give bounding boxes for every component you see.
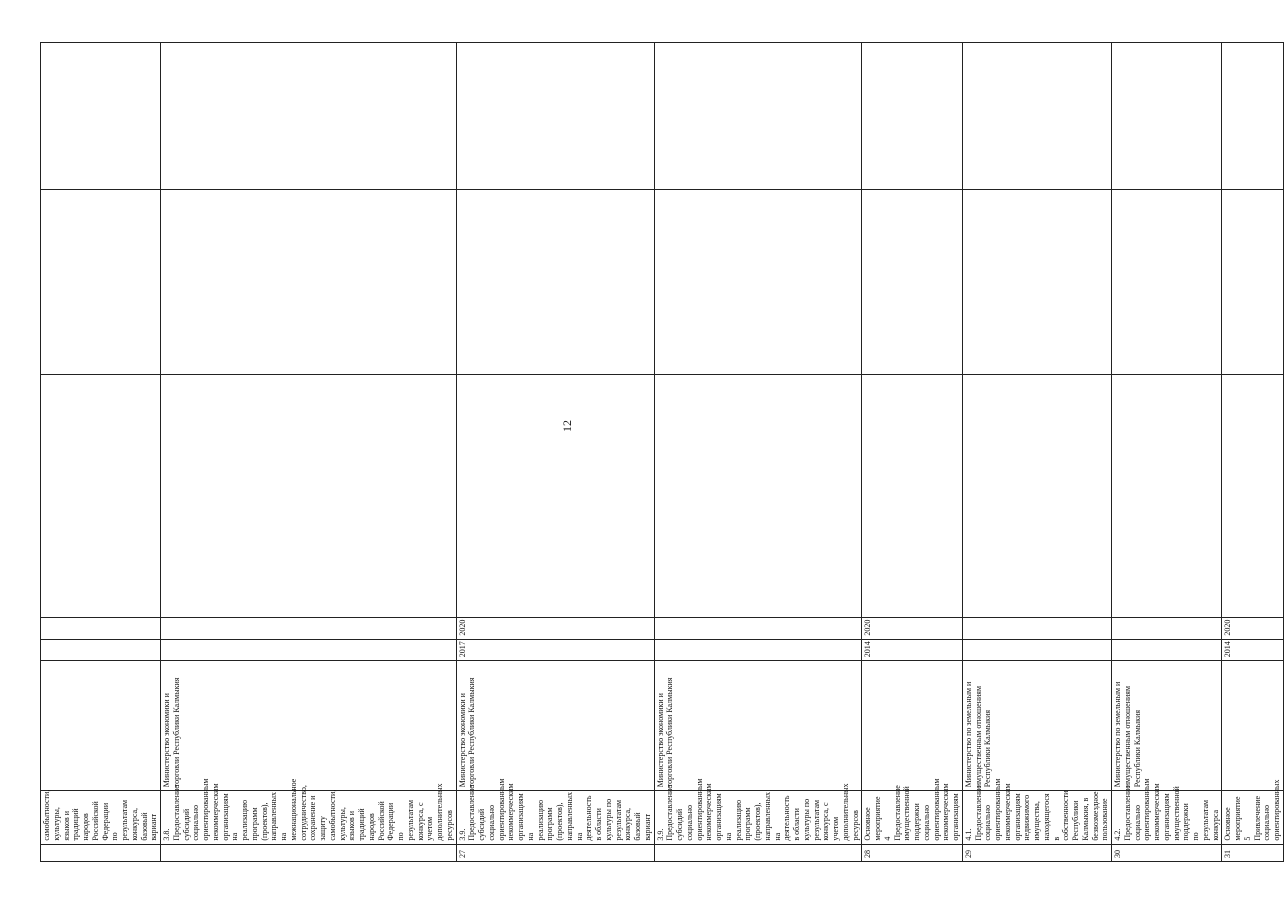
result-cell <box>862 375 963 618</box>
measure-name-cell: 3.9. Предоставление субсидий социально ориентированным некоммерческим организациям на реализацию программ (проектов), направленных на деятельность в области культуры по результатам конкурса, базовый вариант <box>456 791 654 844</box>
consequences-cell <box>456 190 654 375</box>
table-row <box>456 43 654 862</box>
consequences-cell <box>161 190 457 375</box>
indicator-link-cell <box>1222 43 1284 190</box>
result-cell <box>1222 375 1284 618</box>
table-row <box>1112 43 1222 862</box>
measure-name-cell: Основное мероприятие 5 Привлечение социально ориентированных <box>1222 791 1284 844</box>
end-year-cell: 2020 <box>456 617 654 639</box>
row-number-cell <box>41 844 161 861</box>
executor-cell: Министерство по земельным и имущественным отношениям Республики Калмыкия <box>1112 661 1222 791</box>
table-row <box>41 43 161 862</box>
end-year-cell: 2020 <box>862 617 963 639</box>
start-year-cell: 2014 <box>862 639 963 661</box>
row-number-cell: 28 <box>862 844 963 861</box>
indicator-link-cell <box>862 43 963 190</box>
measure-name-cell: самобытности, культуры, языков и традиций народов Российской Федерации по результатам конкурса, базовый вариант <box>41 791 161 844</box>
start-year-cell <box>654 639 862 661</box>
consequences-cell <box>1222 190 1284 375</box>
indicator-link-cell <box>161 43 457 190</box>
end-year-cell <box>962 617 1111 639</box>
consequences-cell <box>41 190 161 375</box>
measure-name-cell: 4.1. Предоставление социально ориентированным некоммерческим организациям недвижимого имущества, находящегося в собственности Республики Калмыкия, в безвозмездное пользование <box>962 791 1111 844</box>
executor-cell <box>1222 661 1284 791</box>
consequences-cell <box>962 190 1111 375</box>
indicator-link-cell <box>654 43 862 190</box>
row-number-cell: 31 <box>1222 844 1284 861</box>
indicator-link-cell <box>1112 43 1222 190</box>
executor-cell: Министерство экономики и торговли Республики Калмыкия <box>456 661 654 791</box>
table-row <box>862 43 963 862</box>
row-number-cell: 30 <box>1112 844 1222 861</box>
measure-name-cell: Основное мероприятие 4 Предоставление имущественной поддержки социально ориентированным некоммерческим организациям <box>862 791 963 844</box>
result-cell <box>962 375 1111 618</box>
consequences-cell <box>862 190 963 375</box>
table-row <box>962 43 1111 862</box>
start-year-cell <box>962 639 1111 661</box>
end-year-cell <box>161 617 457 639</box>
consequences-cell <box>1112 190 1222 375</box>
measure-name-cell: 4.2. Предоставление социально ориентированным некоммерческим организациям имущественной поддержки по результатам конкурса <box>1112 791 1222 844</box>
executor-cell: Министерство экономики и торговли Республики Калмыкия <box>161 661 457 791</box>
end-year-cell <box>1112 617 1222 639</box>
end-year-cell <box>41 617 161 639</box>
result-cell <box>654 375 862 618</box>
result-cell <box>161 375 457 618</box>
row-number-cell <box>654 844 862 861</box>
executor-cell: Министерство по земельным и имущественным отношениям Республики Калмыкия <box>962 661 1111 791</box>
end-year-cell <box>654 617 862 639</box>
start-year-cell <box>161 639 457 661</box>
result-cell <box>456 375 654 618</box>
result-cell <box>41 375 161 618</box>
indicator-link-cell <box>962 43 1111 190</box>
end-year-cell: 2020 <box>1222 617 1284 639</box>
indicator-link-cell <box>456 43 654 190</box>
start-year-cell: 2017 <box>456 639 654 661</box>
measure-name-cell: 3.9. Предоставление субсидий социально ориентированным некоммерческим организациям на реализацию программ (проектов), направленных на деятельность в области культуры по результатам конкурса, с учетом дополнительных ресурсов <box>654 791 862 844</box>
row-number-cell <box>161 844 457 861</box>
table-row <box>1222 43 1284 862</box>
start-year-cell <box>41 639 161 661</box>
executor-cell: Министерство экономики и торговли Республики Калмыкия <box>654 661 862 791</box>
row-number-cell: 27 <box>456 844 654 861</box>
page-number: 12 <box>560 420 574 432</box>
consequences-cell <box>654 190 862 375</box>
row-number-cell: 29 <box>962 844 1111 861</box>
start-year-cell: 2014 <box>1222 639 1284 661</box>
executor-cell <box>41 661 161 791</box>
start-year-cell <box>1112 639 1222 661</box>
executor-cell <box>862 661 963 791</box>
indicator-link-cell <box>41 43 161 190</box>
table-row <box>654 43 862 862</box>
measure-name-cell: 3.8. Предоставление субсидий социально ориентированным некоммерческим организациям на реализацию программ (проектов), направленных на межнациональное сотрудничество, сохранение и защиту самобытности, культуры, языков и традиций народов Российской Федерации по результатам конкурса, с учетом дополнительных ресурсов <box>161 791 457 844</box>
result-cell <box>1112 375 1222 618</box>
program-table <box>40 42 1284 862</box>
table-row <box>161 43 457 862</box>
